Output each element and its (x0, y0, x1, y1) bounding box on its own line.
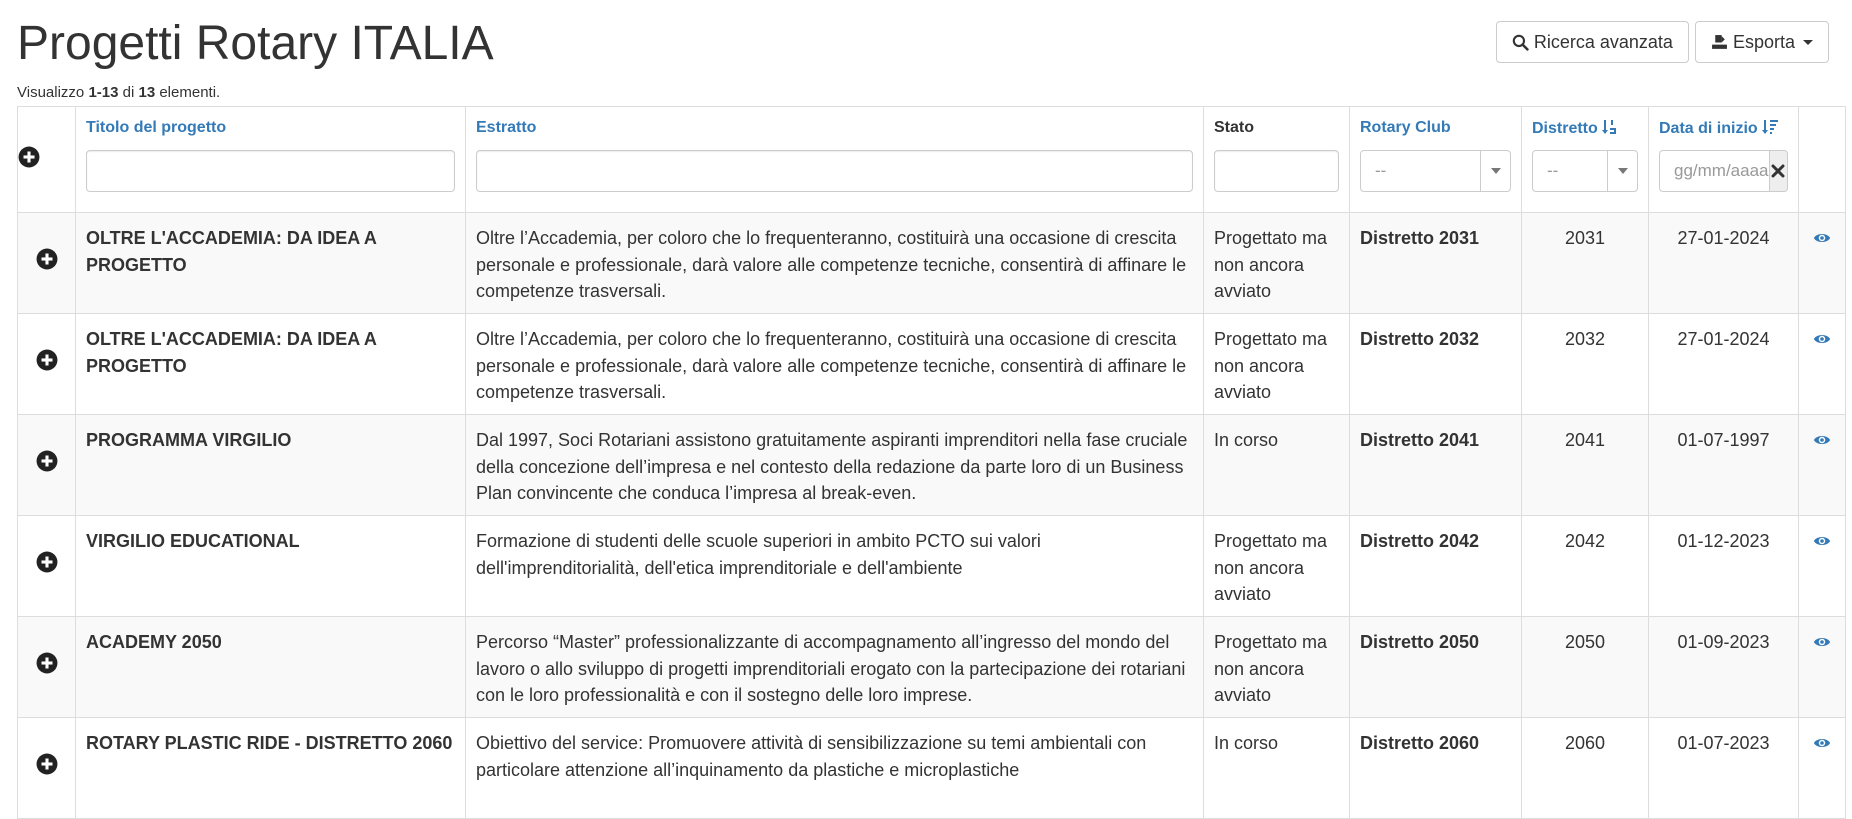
date-header-label: Data di inizio (1659, 120, 1758, 137)
filter-date-group (1659, 150, 1788, 192)
projects-table (17, 106, 1846, 819)
district-header-label: Distretto (1532, 120, 1598, 137)
advanced-search-button[interactable] (1496, 21, 1689, 63)
advanced-search-label: Ricerca avanzata (1533, 31, 1673, 52)
project-district: 2041 (1522, 415, 1649, 516)
club-select-value: -- (1375, 161, 1387, 180)
view-cell (1799, 617, 1846, 718)
view-link[interactable] (1813, 736, 1831, 756)
summary-prefix: Visualizzo (17, 84, 89, 101)
project-district: 2060 (1522, 718, 1649, 819)
project-excerpt: Obiettivo del service: Promuovere attività di sensibilizzazione su temi ambientali con particolare attenzione all’inquinamento da plastiche e microplastiche (466, 718, 1204, 819)
column-excerpt (466, 107, 1204, 213)
sort-date-link[interactable] (1659, 119, 1788, 141)
export-label: Esporta (1732, 31, 1795, 52)
page-title: Progetti Rotary ITALIA (17, 17, 494, 70)
project-title: ACADEMY 2050 (76, 617, 466, 718)
project-title: VIRGILIO EDUCATIONAL (76, 516, 466, 617)
eye-icon (1813, 330, 1831, 348)
project-district: 2032 (1522, 314, 1649, 415)
project-status: Progettato ma non ancora avviato (1204, 213, 1350, 314)
column-district (1522, 107, 1649, 213)
project-start-date: 27-01-2024 (1649, 314, 1799, 415)
project-status: In corso (1204, 718, 1350, 819)
table-row (18, 718, 1846, 819)
project-title: OLTRE L'ACCADEMIA: DA IDEA A PROGETTO (76, 314, 466, 415)
eye-icon (1813, 229, 1831, 247)
summary-total: 13 (138, 84, 156, 101)
view-cell (1799, 314, 1846, 415)
column-actions (1799, 107, 1846, 213)
summary-range: 1-13 (88, 84, 119, 101)
eye-icon (1813, 532, 1831, 550)
project-excerpt: Oltre l’Accademia, per coloro che lo frequenteranno, costituirà una occasione di crescita personale e professionale, darà valore alle competenze tecniche, consentirà di affinare le competenze trasversali. (466, 213, 1204, 314)
project-excerpt: Oltre l’Accademia, per coloro che lo frequenteranno, costituirà una occasione di crescita personale e professionale, darà valore alle competenze tecniche, consentirà di affinare le competenze trasversali. (466, 314, 1204, 415)
results-summary (17, 84, 220, 101)
project-excerpt: Dal 1997, Soci Rotariani assistono gratuitamente aspiranti imprenditori nella fase cruciale della concezione dell’impresa e nel contesto della redazione da parte loro di un Business Plan convincente che conduca l’impresa al break-even. (466, 415, 1204, 516)
summary-middle: di (118, 84, 139, 101)
plus-circle-icon (36, 450, 58, 472)
sort-excerpt-link[interactable]: Estratto (476, 119, 537, 136)
project-start-date: 01-07-2023 (1649, 718, 1799, 819)
expand-row-cell[interactable] (18, 617, 76, 718)
project-status: Progettato ma non ancora avviato (1204, 617, 1350, 718)
project-start-date: 01-09-2023 (1649, 617, 1799, 718)
project-status: Progettato ma non ancora avviato (1204, 516, 1350, 617)
project-district: 2050 (1522, 617, 1649, 718)
district-select-value: -- (1547, 161, 1559, 180)
view-cell (1799, 415, 1846, 516)
project-start-date: 01-12-2023 (1649, 516, 1799, 617)
project-start-date: 27-01-2024 (1649, 213, 1799, 314)
close-icon (1771, 164, 1785, 178)
filter-title-input[interactable] (86, 150, 455, 192)
export-button[interactable] (1695, 21, 1829, 63)
project-club: Distretto 2032 (1350, 314, 1522, 415)
expand-row-cell[interactable] (18, 314, 76, 415)
summary-suffix: elementi. (155, 84, 221, 101)
project-excerpt: Formazione di studenti delle scuole superiori in ambito PCTO sui valori dell'imprenditorialità, dell'etica imprenditoriale e dell'ambiente (466, 516, 1204, 617)
filter-club-select[interactable] (1360, 150, 1511, 192)
project-status: In corso (1204, 415, 1350, 516)
project-title: OLTRE L'ACCADEMIA: DA IDEA A PROGETTO (76, 213, 466, 314)
table-row (18, 314, 1846, 415)
search-icon (1512, 34, 1529, 51)
sort-district-link[interactable] (1532, 119, 1638, 141)
chevron-down-icon (1803, 40, 1813, 45)
project-district: 2031 (1522, 213, 1649, 314)
chevron-down-icon (1480, 151, 1510, 191)
eye-icon (1813, 431, 1831, 449)
project-district: 2042 (1522, 516, 1649, 617)
clear-date-button[interactable] (1769, 150, 1789, 192)
project-club: Distretto 2060 (1350, 718, 1522, 819)
export-icon (1711, 34, 1728, 51)
toolbar (1496, 21, 1829, 63)
column-status (1204, 107, 1350, 213)
sort-title-link[interactable]: Titolo del progetto (86, 119, 227, 136)
column-start-date (1649, 107, 1799, 213)
plus-circle-icon (36, 248, 58, 270)
project-start-date: 01-07-1997 (1649, 415, 1799, 516)
chevron-down-icon (1607, 151, 1637, 191)
filter-district-select[interactable] (1532, 150, 1638, 192)
project-title: ROTARY PLASTIC RIDE - DISTRETTO 2060 (76, 718, 466, 819)
view-link[interactable] (1813, 231, 1831, 251)
project-club: Distretto 2042 (1350, 516, 1522, 617)
expand-row-cell[interactable] (18, 415, 76, 516)
sort-club-link[interactable]: Rotary Club (1360, 119, 1451, 136)
filter-status-input[interactable] (1214, 150, 1339, 192)
project-club: Distretto 2050 (1350, 617, 1522, 718)
project-excerpt: Percorso “Master” professionalizzante di accompagnamento all’ingresso del mondo del lavoro o allo sviluppo di progetti imprenditoriali erogato con la partecipazione dei rotariani con le loro professionalità e con il sostegno delle loro imprese. (466, 617, 1204, 718)
column-title (76, 107, 466, 213)
plus-circle-icon (36, 551, 58, 573)
project-title: PROGRAMMA VIRGILIO (76, 415, 466, 516)
view-link[interactable] (1813, 332, 1831, 352)
view-link[interactable] (1813, 433, 1831, 453)
plus-circle-icon (36, 349, 58, 371)
table-header-row (18, 107, 1846, 213)
sort-numeric-asc-icon (1602, 119, 1618, 135)
view-cell (1799, 718, 1846, 819)
table-body (18, 213, 1846, 819)
expand-row-cell[interactable] (18, 213, 76, 314)
filter-date-input[interactable]: gg/mm/aaaa (1659, 150, 1769, 192)
table-row (18, 213, 1846, 314)
filter-excerpt-input[interactable] (476, 150, 1193, 192)
expand-all-header[interactable] (18, 107, 76, 213)
view-link[interactable] (1813, 534, 1831, 554)
plus-circle-icon (36, 753, 58, 775)
view-cell (1799, 516, 1846, 617)
status-header-label: Stato (1214, 119, 1254, 136)
eye-icon (1813, 734, 1831, 752)
table-row (18, 617, 1846, 718)
view-cell (1799, 213, 1846, 314)
table-row (18, 415, 1846, 516)
sort-desc-icon (1762, 119, 1778, 135)
expand-row-cell[interactable] (18, 718, 76, 819)
eye-icon (1813, 633, 1831, 651)
project-club: Distretto 2031 (1350, 213, 1522, 314)
column-club (1350, 107, 1522, 213)
plus-circle-icon (18, 146, 40, 168)
project-club: Distretto 2041 (1350, 415, 1522, 516)
expand-row-cell[interactable] (18, 516, 76, 617)
project-status: Progettato ma non ancora avviato (1204, 314, 1350, 415)
plus-circle-icon (36, 652, 58, 674)
view-link[interactable] (1813, 635, 1831, 655)
table-row (18, 516, 1846, 617)
